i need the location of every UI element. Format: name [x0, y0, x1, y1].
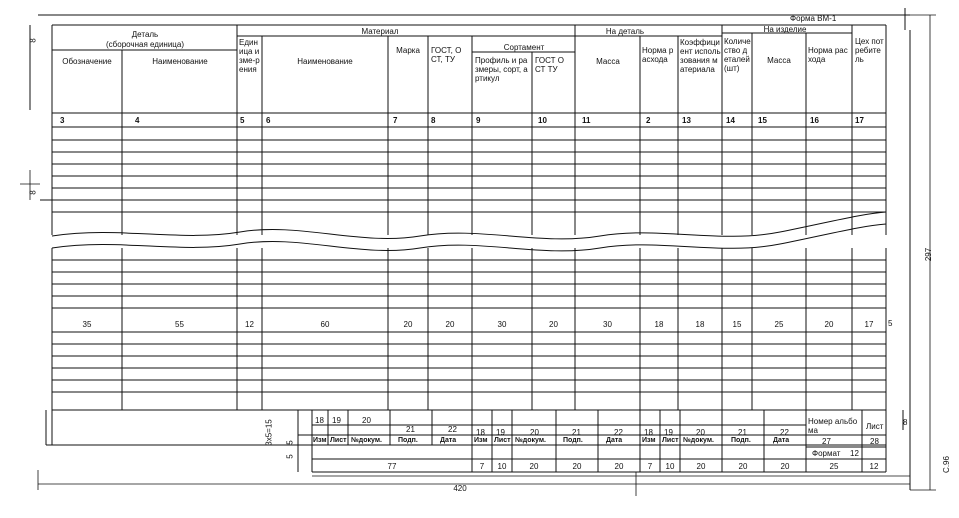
stamp-bottom-width: 7: [647, 462, 653, 471]
stamp-label: Изм: [642, 437, 656, 444]
col-width: 15: [732, 320, 742, 329]
stamp-bottom-width: 12: [869, 462, 879, 471]
stamp-num: 19: [664, 428, 673, 437]
col-width: 18: [695, 320, 705, 329]
stamp-label: №докум.: [683, 437, 714, 444]
col-num: 16: [810, 116, 819, 125]
stamp-label: Дата: [440, 437, 457, 444]
stamp-bottom-width: 7: [479, 462, 485, 471]
grade-header: Марка: [396, 46, 420, 55]
mass-header: Масса: [596, 57, 620, 66]
col-width: 20: [549, 320, 558, 329]
stamp-label: Подп.: [398, 437, 418, 444]
col-num: 6: [266, 116, 271, 125]
stamp-num: 18: [476, 428, 485, 437]
col-width: 18: [654, 320, 664, 329]
assort-gost-header: ГОСТ ОСТ ТУ: [535, 56, 564, 74]
coef-header: Коэффициент использования материала: [680, 38, 721, 74]
col-width: 35: [82, 320, 92, 329]
dim-left-8-top: 8: [28, 38, 38, 43]
stamp-bottom-width: 20: [614, 462, 624, 471]
col-num: 7: [393, 116, 398, 125]
col-width: 25: [774, 320, 784, 329]
assortment-header: Сортамент: [503, 43, 545, 52]
stamp-num: 20: [362, 416, 371, 425]
col-width: 30: [497, 320, 507, 329]
stamp-num: 21: [738, 428, 747, 437]
dim-right-5: 5: [888, 319, 893, 328]
stamp-label: Изм: [313, 437, 327, 444]
detail-header: Деталь: [131, 30, 159, 39]
dim-left-5a: 5: [285, 440, 295, 445]
dim-right-8: 8: [903, 418, 908, 427]
col-width: 20: [824, 320, 834, 329]
stamp-bottom-width: 20: [529, 462, 539, 471]
stamp-label: Лист: [330, 437, 347, 444]
gost-header: ГОСТ, ОСТ, ТУ: [431, 46, 462, 64]
col-num: 13: [682, 116, 691, 125]
col-num: 3: [60, 116, 65, 125]
stamp-label: Подп.: [563, 437, 583, 444]
profile-header: Профиль и размеры, сорт, артикул: [475, 56, 528, 83]
material-name-header: Наименование: [297, 57, 353, 66]
stamp-27: 27: [822, 437, 831, 446]
stamp-num: 21: [572, 428, 581, 437]
sheet-label: Лист: [866, 422, 884, 431]
stamp-num: 19: [332, 416, 341, 425]
rate2-header: Норма расхода: [808, 46, 848, 64]
unit-header: Единица изме-рения: [239, 38, 260, 74]
shop-header: Цех потребитель: [855, 37, 884, 64]
material-header: Материал: [361, 27, 399, 36]
col-width: 20: [403, 320, 413, 329]
stamp-num: 20: [530, 428, 539, 437]
dim-left-8-mid: 8: [28, 190, 38, 195]
stamp-label: №докум.: [351, 437, 382, 444]
rate-header: Норма расхода: [642, 46, 674, 64]
dim-height-total: 297: [924, 247, 934, 262]
format-num: 12: [850, 449, 859, 458]
col-num: 8: [431, 116, 436, 125]
col-num: 9: [476, 116, 481, 125]
dim-row-3x5: 3x5=15: [264, 419, 274, 446]
stamp-bottom-width: 25: [829, 462, 839, 471]
per-product-header: На изделие: [763, 25, 807, 34]
col-num: 14: [726, 116, 735, 125]
stamp-num: 18: [315, 416, 324, 425]
stamp-num: 18: [644, 428, 653, 437]
col-num: 5: [240, 116, 245, 125]
album-number-label: Номер альбома: [808, 417, 858, 435]
col-width: 12: [245, 320, 254, 329]
col-width: 55: [175, 320, 184, 329]
stamp-num: 19: [496, 428, 505, 437]
designation-header: Обозначение: [62, 57, 112, 66]
stamp-label: №докум.: [515, 437, 546, 444]
col-num: 4: [135, 116, 140, 125]
stamp-label: Дата: [606, 437, 623, 444]
stamp-label: Изм: [474, 437, 488, 444]
col-width: 20: [445, 320, 455, 329]
stamp-num: 20: [696, 428, 705, 437]
stamp-bottom-width: 77: [387, 462, 397, 471]
col-num: 11: [582, 116, 591, 125]
stamp-label: Лист: [662, 437, 679, 444]
col-num: 17: [855, 116, 864, 125]
per-detail-header: На деталь: [605, 27, 645, 36]
stamp-num: 22: [780, 428, 789, 437]
form-label: Форма ВМ-1: [790, 14, 837, 23]
stamp-bottom-width: 20: [572, 462, 582, 471]
page-number: С.96: [941, 456, 951, 473]
stamp-28: 28: [870, 437, 879, 446]
stamp-num: 22: [614, 428, 623, 437]
stamp-bottom-width: 20: [738, 462, 748, 471]
detail-subheader: (сборочная единица): [106, 40, 184, 49]
stamp-label: Дата: [773, 437, 790, 444]
stamp-num: 21: [406, 425, 415, 434]
dim-width-total: 420: [453, 484, 467, 493]
stamp-bottom-width: 20: [696, 462, 706, 471]
col-width: 17: [864, 320, 874, 329]
stamp-bottom-width: 20: [780, 462, 790, 471]
stamp-label: Подп.: [731, 437, 751, 444]
col-width: 60: [320, 320, 330, 329]
mass2-header: Масса: [767, 56, 791, 65]
stamp-bottom-width: 10: [497, 462, 507, 471]
qty-header: Количество деталей (шт): [724, 37, 751, 73]
stamp-bottom-width: 10: [665, 462, 675, 471]
dim-left-5b: 5: [285, 454, 295, 459]
stamp-label: Лист: [494, 437, 511, 444]
col-num: 15: [758, 116, 767, 125]
col-num: 2: [646, 116, 651, 125]
format-label: Формат: [812, 449, 841, 458]
col-width: 30: [603, 320, 612, 329]
name-header: Наименование: [152, 57, 208, 66]
col-num: 10: [538, 116, 547, 125]
stamp-num: 22: [448, 425, 457, 434]
